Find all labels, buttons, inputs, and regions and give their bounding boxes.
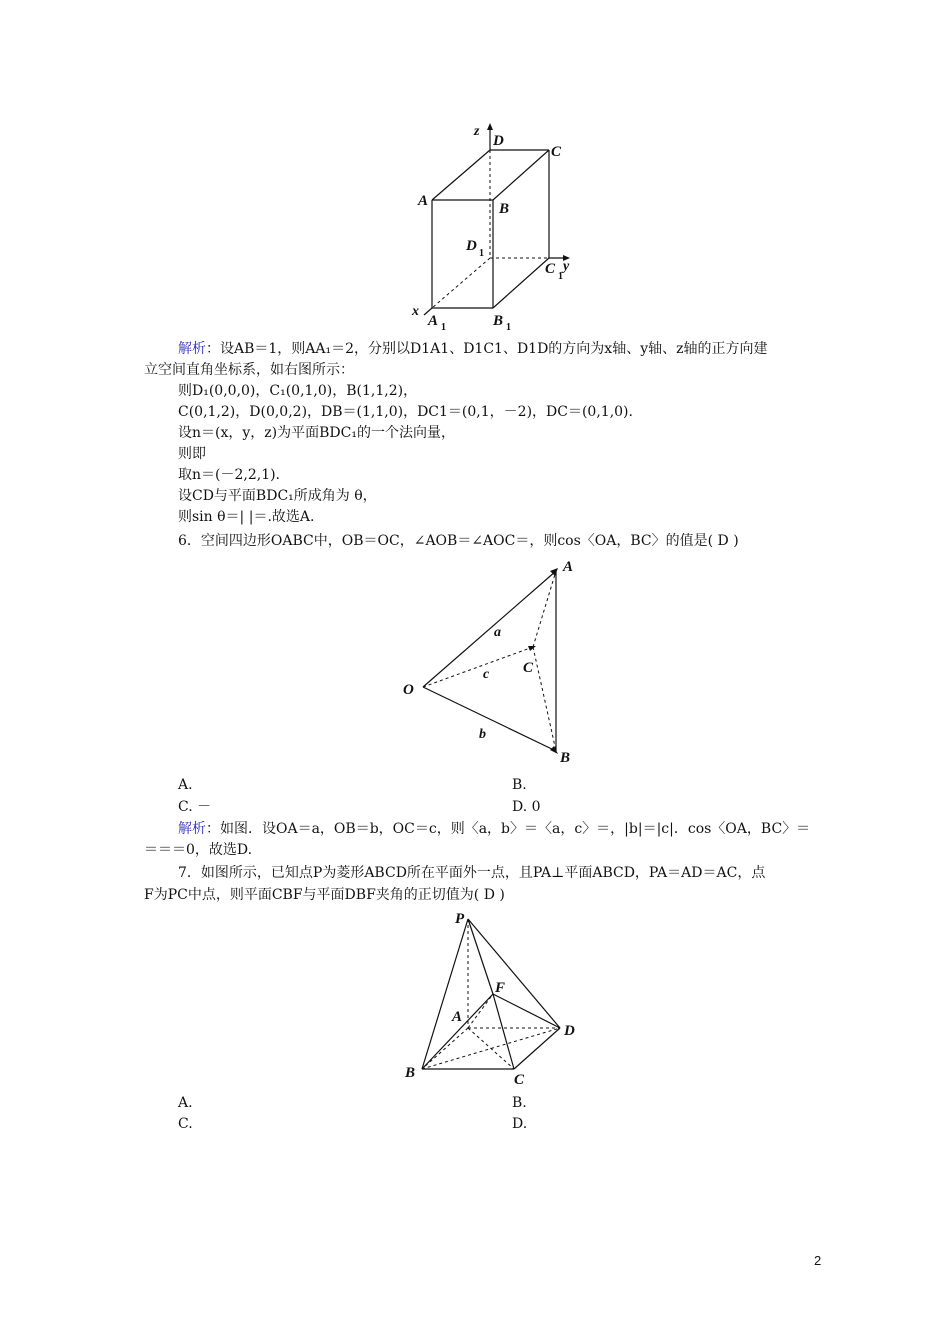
label-A: A: [452, 1009, 463, 1025]
label-z: z: [474, 124, 480, 139]
solution-5-line-3: 则D₁(0,0,0)，C₁(0,1,0)，B(1,1,2)，: [178, 383, 418, 399]
label-y: y: [563, 259, 570, 274]
label-B1-sub: 1: [506, 322, 511, 333]
solution-5-line-1: 解析：设AB＝1，则AA₁＝2，分别以D1A1、D1C1、D1D的方向为x轴、y轴、z轴的正方向建: [178, 341, 768, 357]
option-7-c: C.: [178, 1116, 193, 1132]
figure-box-coordinate-system: [400, 115, 600, 335]
question-7-stem-line-1: 7．如图所示，已知点P为菱形ABCD所在平面外一点，且PA⊥平面ABCD，PA＝AD＝AC，点: [178, 865, 766, 881]
label-B: B: [499, 201, 510, 217]
label-b: b: [479, 727, 486, 742]
option-7-d: D.: [512, 1116, 528, 1132]
option-6-c: C. －: [178, 799, 212, 815]
option-6-d: D. 0: [512, 799, 541, 815]
option-7-a: A.: [178, 1095, 193, 1111]
label-C: C: [514, 1072, 525, 1088]
solution-5-line-2: 立空间直角坐标系，如右图所示：: [144, 362, 354, 378]
label-C: C: [523, 660, 534, 676]
label-B: B: [405, 1065, 416, 1081]
label-A: A: [563, 559, 574, 575]
label-c: c: [483, 667, 490, 682]
solution-5-line-4: C(0,1,2)，D(0,0,2)，DB＝(1,1,0)，DC1＝(0,1，－2)，DC＝(0,1,0).: [178, 404, 633, 420]
label-D: D: [564, 1023, 575, 1039]
label-P: P: [455, 911, 465, 927]
solution-5-line-6: 则即: [178, 446, 206, 462]
label-C1: C: [545, 261, 556, 277]
solution-5-line-5: 设n＝(x，y，z)为平面BDC₁的一个法向量，: [178, 425, 455, 441]
solution-5-line-8: 设CD与平面BDC₁所成角为 θ，: [178, 488, 377, 504]
solution-5-line-7: 取n＝(－2,2,1).: [178, 467, 281, 483]
label-C: C: [551, 144, 562, 160]
label-x: x: [412, 304, 419, 319]
label-D1-sub: 1: [479, 248, 484, 259]
label-A1-sub: 1: [441, 322, 446, 333]
label-B1: B: [493, 313, 504, 329]
solution-label: 解析: [178, 341, 206, 357]
label-a: a: [494, 625, 501, 640]
question-7-stem-line-2: F为PC中点，则平面CBF与平面DBF夹角的正切值为( D ): [144, 887, 505, 903]
option-6-b: B.: [512, 777, 527, 793]
figure-pyramid-pabcd: [400, 905, 590, 1095]
label-A1: A: [428, 313, 439, 329]
label-B: B: [560, 750, 571, 766]
label-A: A: [418, 193, 429, 209]
option-6-a: A.: [178, 777, 193, 793]
solution-5-line-9: 则sin θ＝| |＝.故选A.: [178, 509, 315, 525]
question-6-stem: 6．空间四边形OABC中，OB＝OC，∠AOB＝∠AOC＝，则cos〈OA，BC〉的值是( D ): [178, 533, 739, 549]
option-7-b: B.: [512, 1095, 527, 1111]
label-C1-sub: 1: [558, 271, 563, 282]
solution-6-line-2: ＝＝＝0，故选D.: [144, 842, 253, 858]
label-O: O: [403, 682, 414, 698]
figure-tetrahedron-oabc: [395, 555, 585, 770]
label-F: F: [495, 980, 506, 996]
page-number: 2: [814, 1253, 822, 1268]
label-D1: D: [466, 238, 477, 254]
solution-label: 解析: [178, 821, 206, 837]
solution-6-line-1: 解析：如图．设OA＝a，OB＝b，OC＝c，则〈a，b〉＝〈a，c〉＝，|b|＝|c|．cos〈OA，BC〉＝: [178, 821, 811, 837]
label-D: D: [493, 133, 504, 149]
